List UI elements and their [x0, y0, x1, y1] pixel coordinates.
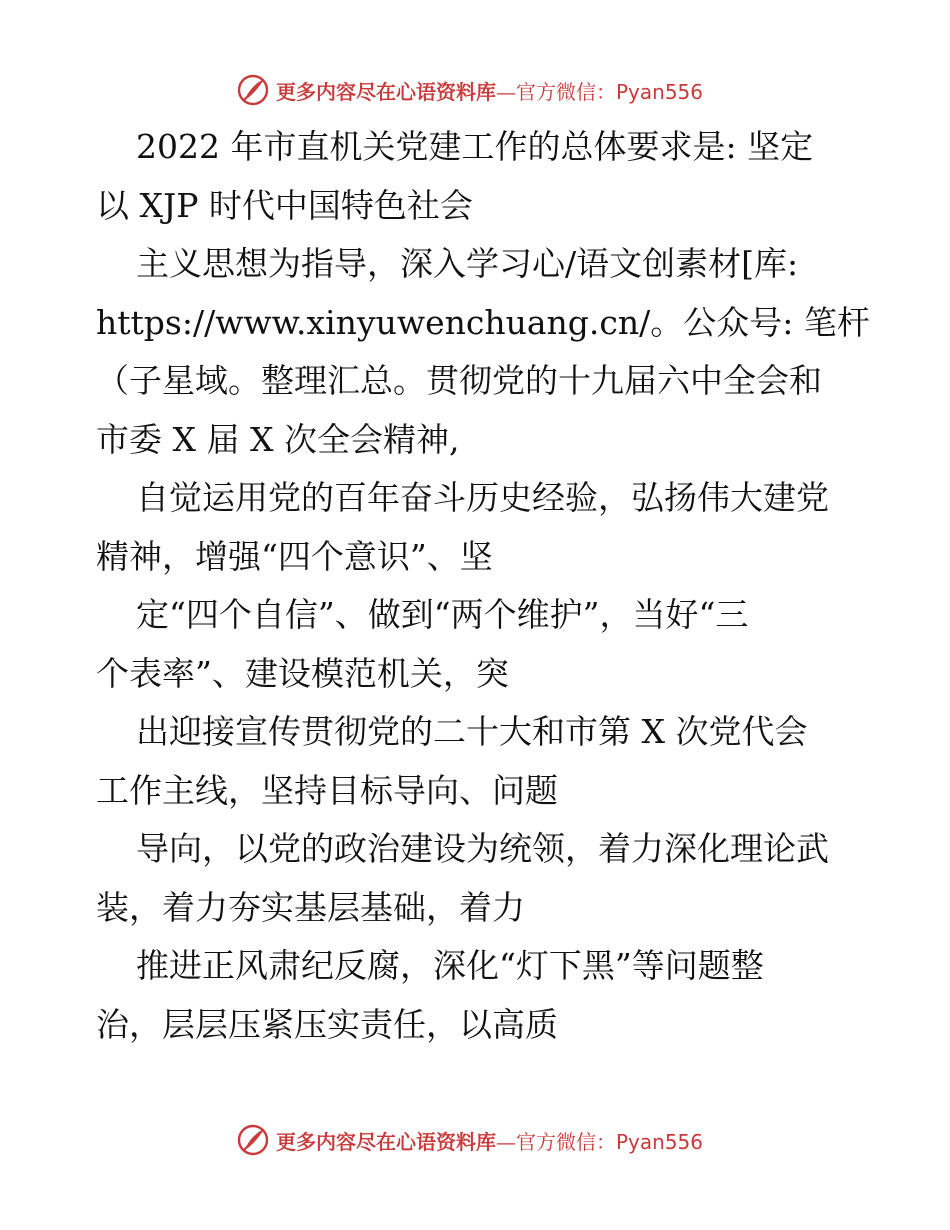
footer-banner-contact-id: Pyan556: [616, 1129, 704, 1154]
header-banner-title: 更多内容尽在心语资料库: [276, 79, 496, 104]
body-line: 装，着力夯实基层基础，着力: [96, 887, 525, 927]
body-line: 市委 X 届 X 次全会精神,: [96, 419, 460, 459]
header-banner-text: [276, 76, 703, 105]
body-line: 出迎接宣传贯彻党的二十大和市第 X 次党代会: [136, 712, 808, 751]
body-line: 导向，以党的政治建设为统领，着力深化理论武: [136, 829, 829, 868]
header-banner-contact-label: 官方微信：: [516, 79, 616, 104]
header-banner: [236, 72, 703, 108]
body-line: 定“四个自信”、做到“两个维护”，当好“三: [136, 595, 749, 634]
header-banner-separator: —: [496, 79, 516, 104]
footer-banner: [236, 1122, 703, 1158]
body-line: 精神，增强“四个意识”、坚: [96, 536, 493, 576]
footer-banner-text: [276, 1126, 703, 1155]
document-body: [96, 118, 870, 1054]
body-line: 工作主线，坚持目标导向、问题: [96, 770, 558, 810]
footer-banner-title: 更多内容尽在心语资料库: [276, 1129, 496, 1154]
body-line: 治，层层压紧压实责任，以高质: [96, 1004, 558, 1044]
header-banner-contact-id: Pyan556: [616, 79, 704, 104]
quill-pen-logo-icon: [236, 73, 270, 107]
body-line: 以 XJP 时代中国特色社会: [96, 185, 473, 225]
body-line: 主义思想为指导，深入学习心/语文创素材[库:: [136, 244, 799, 283]
quill-pen-logo-icon: [236, 1123, 270, 1157]
body-line: https://www.xinyuwenchuang.cn/。公众号: 笔杆: [96, 302, 870, 342]
body-line: 自觉运用党的百年奋斗历史经验，弘扬伟大建党: [136, 478, 829, 517]
footer-banner-separator: —: [496, 1129, 516, 1154]
body-line: 推进正风肃纪反腐，深化“灯下黑”等问题整: [136, 946, 764, 985]
body-line: 2022 年市直机关党建工作的总体要求是: 坚定: [136, 127, 814, 166]
body-line: （子星域。整理汇总。贯彻党的十九届六中全会和: [96, 361, 822, 400]
body-line: 个表率”、建设模范机关，突: [96, 653, 509, 693]
footer-banner-contact-label: 官方微信：: [516, 1129, 616, 1154]
